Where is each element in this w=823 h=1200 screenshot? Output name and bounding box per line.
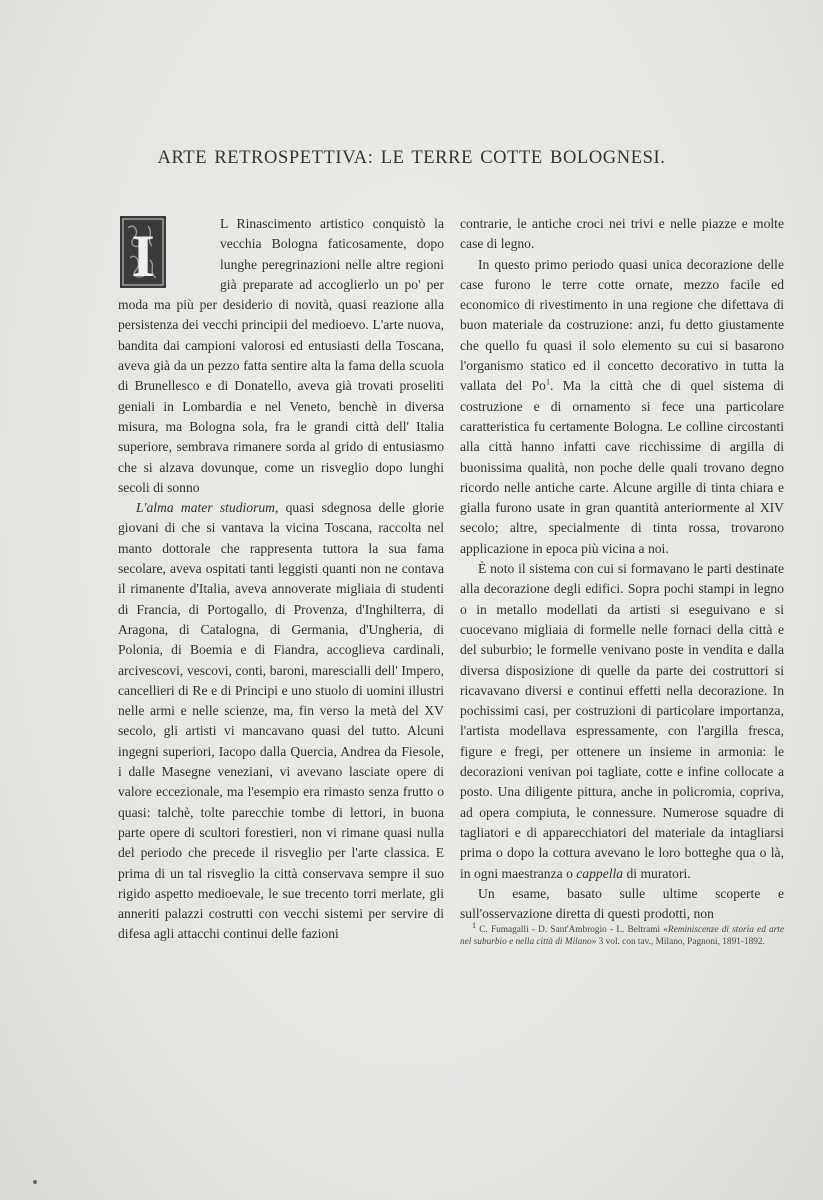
ornamental-initial-icon xyxy=(118,214,210,294)
ornamental-initial xyxy=(118,214,214,294)
paragraph-1 xyxy=(118,214,444,498)
paragraph-2 xyxy=(118,498,444,945)
paragraph-4-text-b: di muratori. xyxy=(623,865,691,881)
paragraph-2-text: , quasi sdegnosa delle glorie giovani di che si vantava la vicina Toscana, raccolta nel manto dottorale che rappresenta tuttora la sua fama secolare, aveva ospitati tanti leggisti quanti non ne contava il rimanente d'Italia, aveva annoverate migliaia di studenti di Francia, di Portogallo, di Provenza, d'Inghilterra, di Aragona, di Catalogna, di Germania, d'Ungheria, di Polonia, di Boemia e di Fiandra, accoglieva cardinali, arcivescovi, vescovi, conti, baroni, marescialli dell' Impero, cancellieri di Re e di Principi e uno stuolo di uomini illustri nelle armi e nelle scienze, ma, fin verso la metà del XV secolo, gli artisti vi mancavano quasi del tutto. Alcuni ingegni superiori, Iacopo dalla Quercia, Andrea da Fiesole, i dalle Masegne veneziani, vi avevano lasciate opere di valore eccezionale, ma l'esempio era rimasto senza frutto o quasi: talchè, tolte parecchie tombe di lettori, in buona parte opere di scultori forestieri, non vi rimane quasi nulla del periodo che precede il risveglio per l'arte classica. E prima di un tal risveglio la città conservava sempre il suo rigido aspetto medioevale, le sue trecento torri merlate, gli anneriti palazzi costrutti con vecchi sistemi per servire di difesa agli attacchi continui delle fazioni xyxy=(118,500,444,942)
alma-mater-italic: L'alma mater studiorum xyxy=(136,500,275,516)
paragraph-continued: contrarie, le antiche croci nei trivi e nelle piazze e molte case di legno. xyxy=(460,216,784,252)
footnote-publication: » 3 vol. con tav., Milano, Pagnoni, 1891-1892. xyxy=(591,937,765,948)
page-speck xyxy=(33,1180,37,1184)
cappella-italic: cappella xyxy=(576,865,624,881)
page-title: ARTE RETROSPETTIVA: LE TERRE COTTE BOLOGNESI. xyxy=(157,148,666,168)
footnote xyxy=(460,921,785,948)
paragraph-3 xyxy=(460,255,784,559)
paragraph-1-text: L Rinascimento artistico conquistò la vecchia Bologna faticosamente, dopo lunghe peregrinazioni nelle altre regioni già preparate ad accoglierlo un po' per moda ma più per desiderio di novità, quasi reazione alla persistenza dei vecchi principii del medioevo. L'arte nuova, bandita dai campioni valorosi ed entusiasti della Toscana, aveva già da un pezzo fatta sentire alta la fama della scuola di Brunellesco e di Donatello, aveva già trovati proseliti geniali in Lombardia e nel Veneto, benchè in diversa misura, ma Bologna sola, fra le grandi città dell' Italia superiore, sembrava rimanere sorda al grido di entusiasmo che si alzava dovunque, come un risveglio dopo lunghi secoli di sonno xyxy=(118,216,444,495)
drop-cap-letter: I xyxy=(131,223,155,289)
right-column xyxy=(460,214,784,948)
footnote-reference: 1 xyxy=(545,377,550,387)
paragraph-4 xyxy=(460,559,784,884)
paragraph-4-text-a: È noto il sistema con cui si formavano le parti destinate alla decorazione degli edifici. Sopra pochi stampi in legno o in metallo modellati da artisti si eseguivano e si cuocevano migliaia di formelle nelle fornaci della città e del suburbio; le formelle venivano poste in vendita e dalla diversa disposizione di quelle da parte dei costruttori si ricavavano diversi e continui effetti nella decorazione. In pochissimi casi, per costruzioni di particolare importanza, l'artista modellava espressamente, con l'argilla fresca, figure e fregi, per ottenere un insieme in armonia: le decorazioni venivan poi tagliate, cotte e infine collocate a posto. Una diligente pittura, anche in policromia, copriva, ad opera compiuta, le connessure. Numerose squadre di tagliatori e di apparecchiatori del materiale da intagliarsi prima o dopo la cottura avevano le loro botteghe qua o là, in ogni maestranza o xyxy=(460,561,784,881)
left-column xyxy=(118,214,444,945)
paragraph-3-text-a: In questo primo periodo quasi unica decorazione delle case furono le terre cotte ornate, mezzo facile ed economico di rivestimento in una regione che difettava di buon materiale da costruzione: anzi, fu detto giustamente che quello fu quasi il solo elemento su cui si basarono l'organismo statico ed il concetto decorativo in tutta la vallata del Po xyxy=(460,256,784,394)
footnote-book-title: Reminiscenze di storia ed arte nel suburbio e nella città di Milano xyxy=(460,925,785,948)
footnote-number: 1 xyxy=(472,921,476,931)
paragraph-3-text-b: . Ma la città che di quel sistema di costruzione e di ornamento si fece una particolare caratteristica fu certamente Bologna. Le colline circostanti alla città hanno infatti cave ricchissime di argilla di buonissima qualità, non poche delle quali trovano degno ricordo nelle antiche carte. Alcune argille di tinta chiara e gialla furono usate in gran quantità anteriormente al XIV secolo; altre, specialmente di tinta rossa, trovarono applicazione in epoca più vicina a noi. xyxy=(460,378,784,556)
paragraph-5: Un esame, basato sulle ultime scoperte e sull'osservazione diretta di questi prodotti, non xyxy=(460,885,784,922)
footnote-authors: C. Fumagalli - D. Sant'Ambrogio - L. Beltrami « xyxy=(479,925,668,936)
